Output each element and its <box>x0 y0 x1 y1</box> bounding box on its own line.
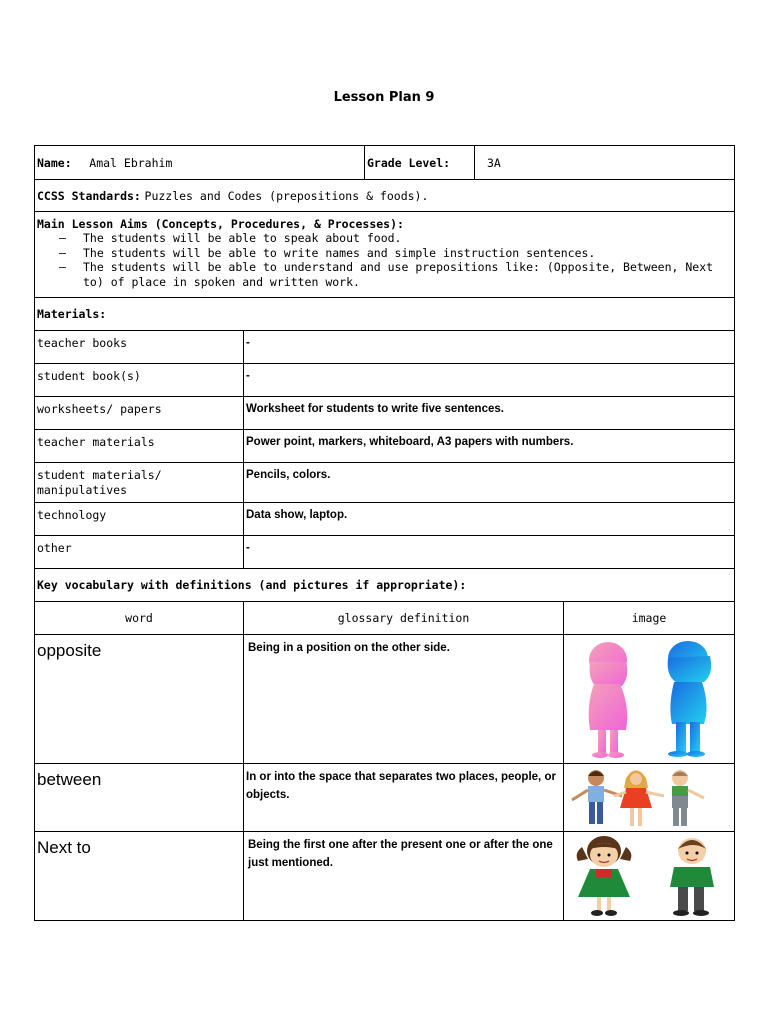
opposite-silhouettes-image <box>564 635 735 764</box>
material-row <box>35 463 735 503</box>
aim-item: – The students will be able to speak about food. <box>59 231 732 246</box>
material-value: Data show, laptop. <box>244 503 735 536</box>
vocabulary-row <box>35 764 735 832</box>
vocabulary-row <box>35 635 735 764</box>
grade-label: Grade Level: <box>367 155 451 170</box>
material-name: technology <box>35 503 244 536</box>
material-name: student materials/ manipulatives <box>35 463 244 503</box>
material-name: other <box>35 536 244 569</box>
material-value: Power point, markers, whiteboard, A3 papers with numbers. <box>244 430 735 463</box>
aim-item: – The students will be able to write names and simple instruction sentences. <box>59 246 732 261</box>
aims-row <box>35 212 735 298</box>
standards-row <box>35 180 735 212</box>
vocabulary-header-row <box>35 569 735 602</box>
material-row <box>35 503 735 536</box>
vocab-word: between <box>35 764 244 832</box>
material-name: teacher materials <box>35 430 244 463</box>
material-value: - <box>244 331 735 364</box>
material-name: worksheets/ papers <box>35 397 244 430</box>
vocab-definition: Being in a position on the other side. <box>244 635 564 764</box>
girl-and-boy-image <box>564 832 735 921</box>
column-header-image: image <box>564 602 735 635</box>
girl-and-boy-icon <box>564 833 732 919</box>
header-row <box>35 146 735 180</box>
material-value: - <box>244 536 735 569</box>
materials-label: Materials: <box>37 307 107 321</box>
three-children-icon <box>564 766 732 830</box>
material-value: Pencils, colors. <box>244 463 735 503</box>
page-title: Lesson Plan 9 <box>333 90 435 105</box>
standards-label: CCSS Standards: <box>37 188 141 203</box>
vocabulary-column-headers <box>35 602 735 635</box>
material-name: teacher books <box>35 331 244 364</box>
material-value: Worksheet for students to write five sentences. <box>244 397 735 430</box>
material-row <box>35 536 735 569</box>
material-row <box>35 397 735 430</box>
aims-list <box>37 231 732 289</box>
column-header-word: word <box>35 602 244 635</box>
aim-item: – The students will be able to understand and use prepositions like: (Opposite, Between, Next to) of place in spoken and written work. <box>59 260 732 289</box>
grade-value: 3A <box>487 155 501 170</box>
aims-label: Main Lesson Aims (Concepts, Procedures, & Processes): <box>37 217 404 231</box>
lesson-plan-table <box>34 145 734 921</box>
material-row <box>35 364 735 397</box>
vocab-definition: In or into the space that separates two places, people, or objects. <box>244 764 564 832</box>
three-children-holding-hands-image <box>564 764 735 832</box>
material-value: - <box>244 364 735 397</box>
vocab-definition: Being the first one after the present one or after the one just mentioned. <box>244 832 564 921</box>
vocabulary-label: Key vocabulary with definitions (and pictures if appropriate): <box>37 578 467 592</box>
material-name: student book(s) <box>35 364 244 397</box>
material-row <box>35 430 735 463</box>
name-label: Name: <box>37 155 72 170</box>
vocab-word: opposite <box>35 635 244 764</box>
vocabulary-row <box>35 832 735 921</box>
materials-header-row <box>35 298 735 331</box>
vocab-word: Next to <box>35 832 244 921</box>
column-header-definition: glossary definition <box>244 602 564 635</box>
material-row <box>35 331 735 364</box>
standards-value: Puzzles and Codes (prepositions & foods). <box>144 188 429 203</box>
name-value: Amal Ebrahim <box>89 155 173 170</box>
opposite-silhouettes-icon <box>564 636 732 762</box>
